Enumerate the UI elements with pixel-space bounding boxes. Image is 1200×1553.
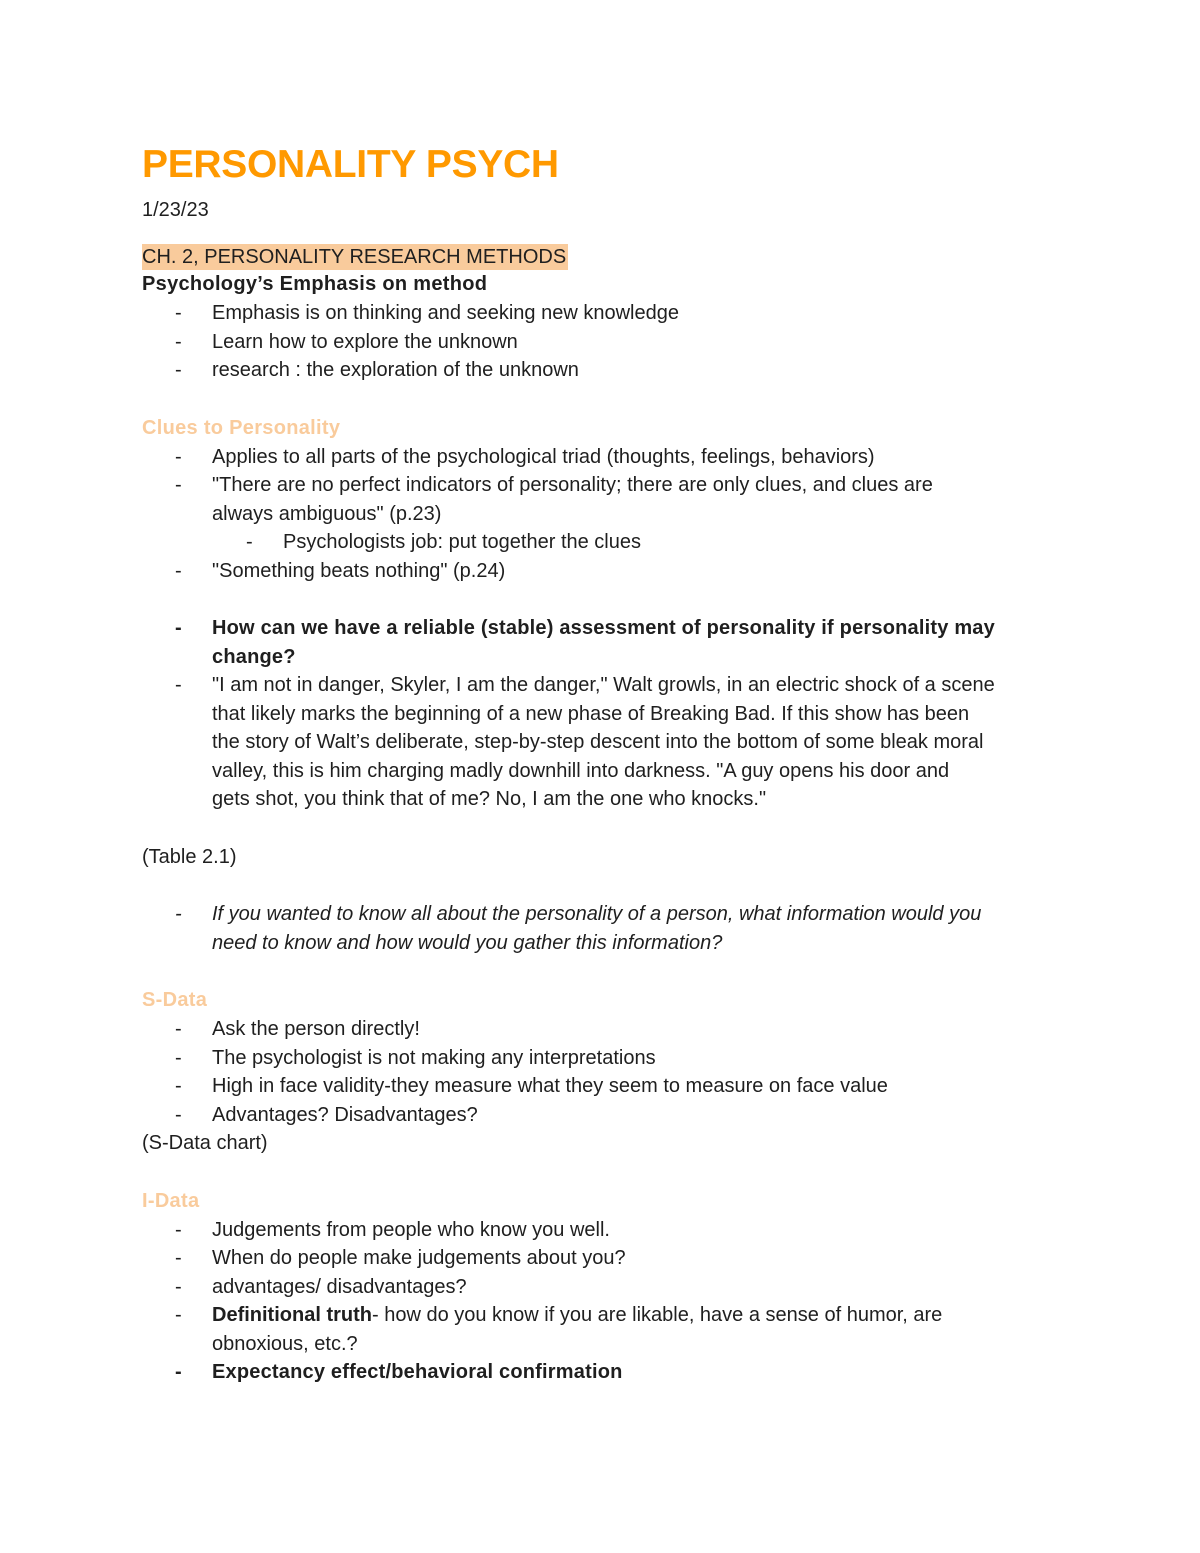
document-title: PERSONALITY PSYCH [142,143,559,186]
method-list [142,299,1082,385]
spacer [142,585,1082,614]
document-date: 1/23/23 [142,199,209,221]
dash-bullet: - [175,1103,182,1126]
list-item: - Emphasis is on thinking and seeking new knowledge [142,299,1082,328]
dash-bullet: - [175,359,182,381]
list-item: - Ask the person directly! [142,1015,1082,1044]
dash-bullet: - [175,1275,182,1298]
list-item: - advantages/ disadvantages? [142,1273,1082,1302]
method-heading: Psychology’s Emphasis on method [142,273,488,295]
dash-bullet: - [175,302,182,324]
dash-bullet: - [175,1304,182,1326]
dash-bullet: - [175,1046,182,1069]
sdata-list [142,1015,1082,1129]
dash-bullet: - [175,1247,182,1269]
spacer [142,385,1082,414]
dash-bullet: - [246,531,253,553]
list-item: - Definitional truth- how do you know if you are likable, have a sense of humor, are obnoxious, etc.? [142,1301,1082,1358]
dash-bullet: - [175,674,182,696]
clues-list [142,443,1082,586]
list-item: - When do people make judgements about you? [142,1244,1082,1273]
list-item: - "Something beats nothing" (p.24) [142,557,1082,586]
dash-bullet: - [175,617,182,639]
list-item: - "There are no perfect indicators of personality; there are only clues, and clues are always ambiguous" (p.23) [142,471,1082,528]
list-item: - Advantages? Disadvantages? [142,1101,1082,1130]
spacer [142,1158,1082,1187]
dash-bullet: - [175,445,182,468]
clues-heading: Clues to Personality [142,416,341,439]
dash-bullet: - [175,1218,182,1241]
sub-list-item: - Psychologists job: put together the clues [142,528,1082,557]
list-item: - Judgements from people who know you well. [142,1216,1082,1245]
list-item-italic-question: - If you wanted to know all about the personality of a person, what information would you need to know and how would you gather this information? [142,900,1082,957]
dash-bullet: - [175,1361,182,1383]
list-item: - Expectancy effect/behavioral confirmation [142,1358,1082,1387]
list-item: - Applies to all parts of the psychological triad (thoughts, feelings, behaviors) [142,443,1082,472]
dash-bullet: - [175,474,182,496]
definitional-truth-term: Definitional truth [212,1304,372,1326]
dash-bullet: - [175,903,182,925]
list-item-question: - How can we have a reliable (stable) assessment of personality if personality may change? [142,614,1082,671]
question-list [142,614,1082,814]
idata-heading: I-Data [142,1189,200,1212]
list-item-quote: - "I am not in danger, Skyler, I am the danger," Walt growls, in an electric shock of a scene that likely marks the beginning of a new phase of Breaking Bad. If this show has been the story of Walt’s deliberate, step-by-step descent into the bottom of some bleak moral valley, this is him charging madly downhill into darkness. "A guy opens his door and gets shot, you think that of me? No, I am the one who knocks." [142,671,1082,814]
spacer [142,814,1082,843]
idata-list [142,1216,1082,1387]
spacer [142,957,1082,986]
italic-question-list [142,900,1082,957]
sdata-chart-reference: (S-Data chart) [142,1132,268,1154]
list-item: - research : the exploration of the unknown [142,356,1082,385]
document-body [142,143,1082,1387]
list-item: - The psychologist is not making any interpretations [142,1044,1082,1073]
dash-bullet: - [175,330,182,353]
dash-bullet: - [175,559,182,582]
dash-bullet: - [175,1018,182,1040]
table-reference: (Table 2.1) [142,845,237,868]
list-item: - High in face validity-they measure what they seem to measure on face value [142,1072,1082,1101]
dash-bullet: - [175,1075,182,1097]
chapter-heading-highlighted: CH. 2, PERSONALITY RESEARCH METHODS [142,246,567,268]
list-item: - Learn how to explore the unknown [142,328,1082,357]
sdata-heading: S-Data [142,989,208,1011]
spacer [142,871,1082,900]
